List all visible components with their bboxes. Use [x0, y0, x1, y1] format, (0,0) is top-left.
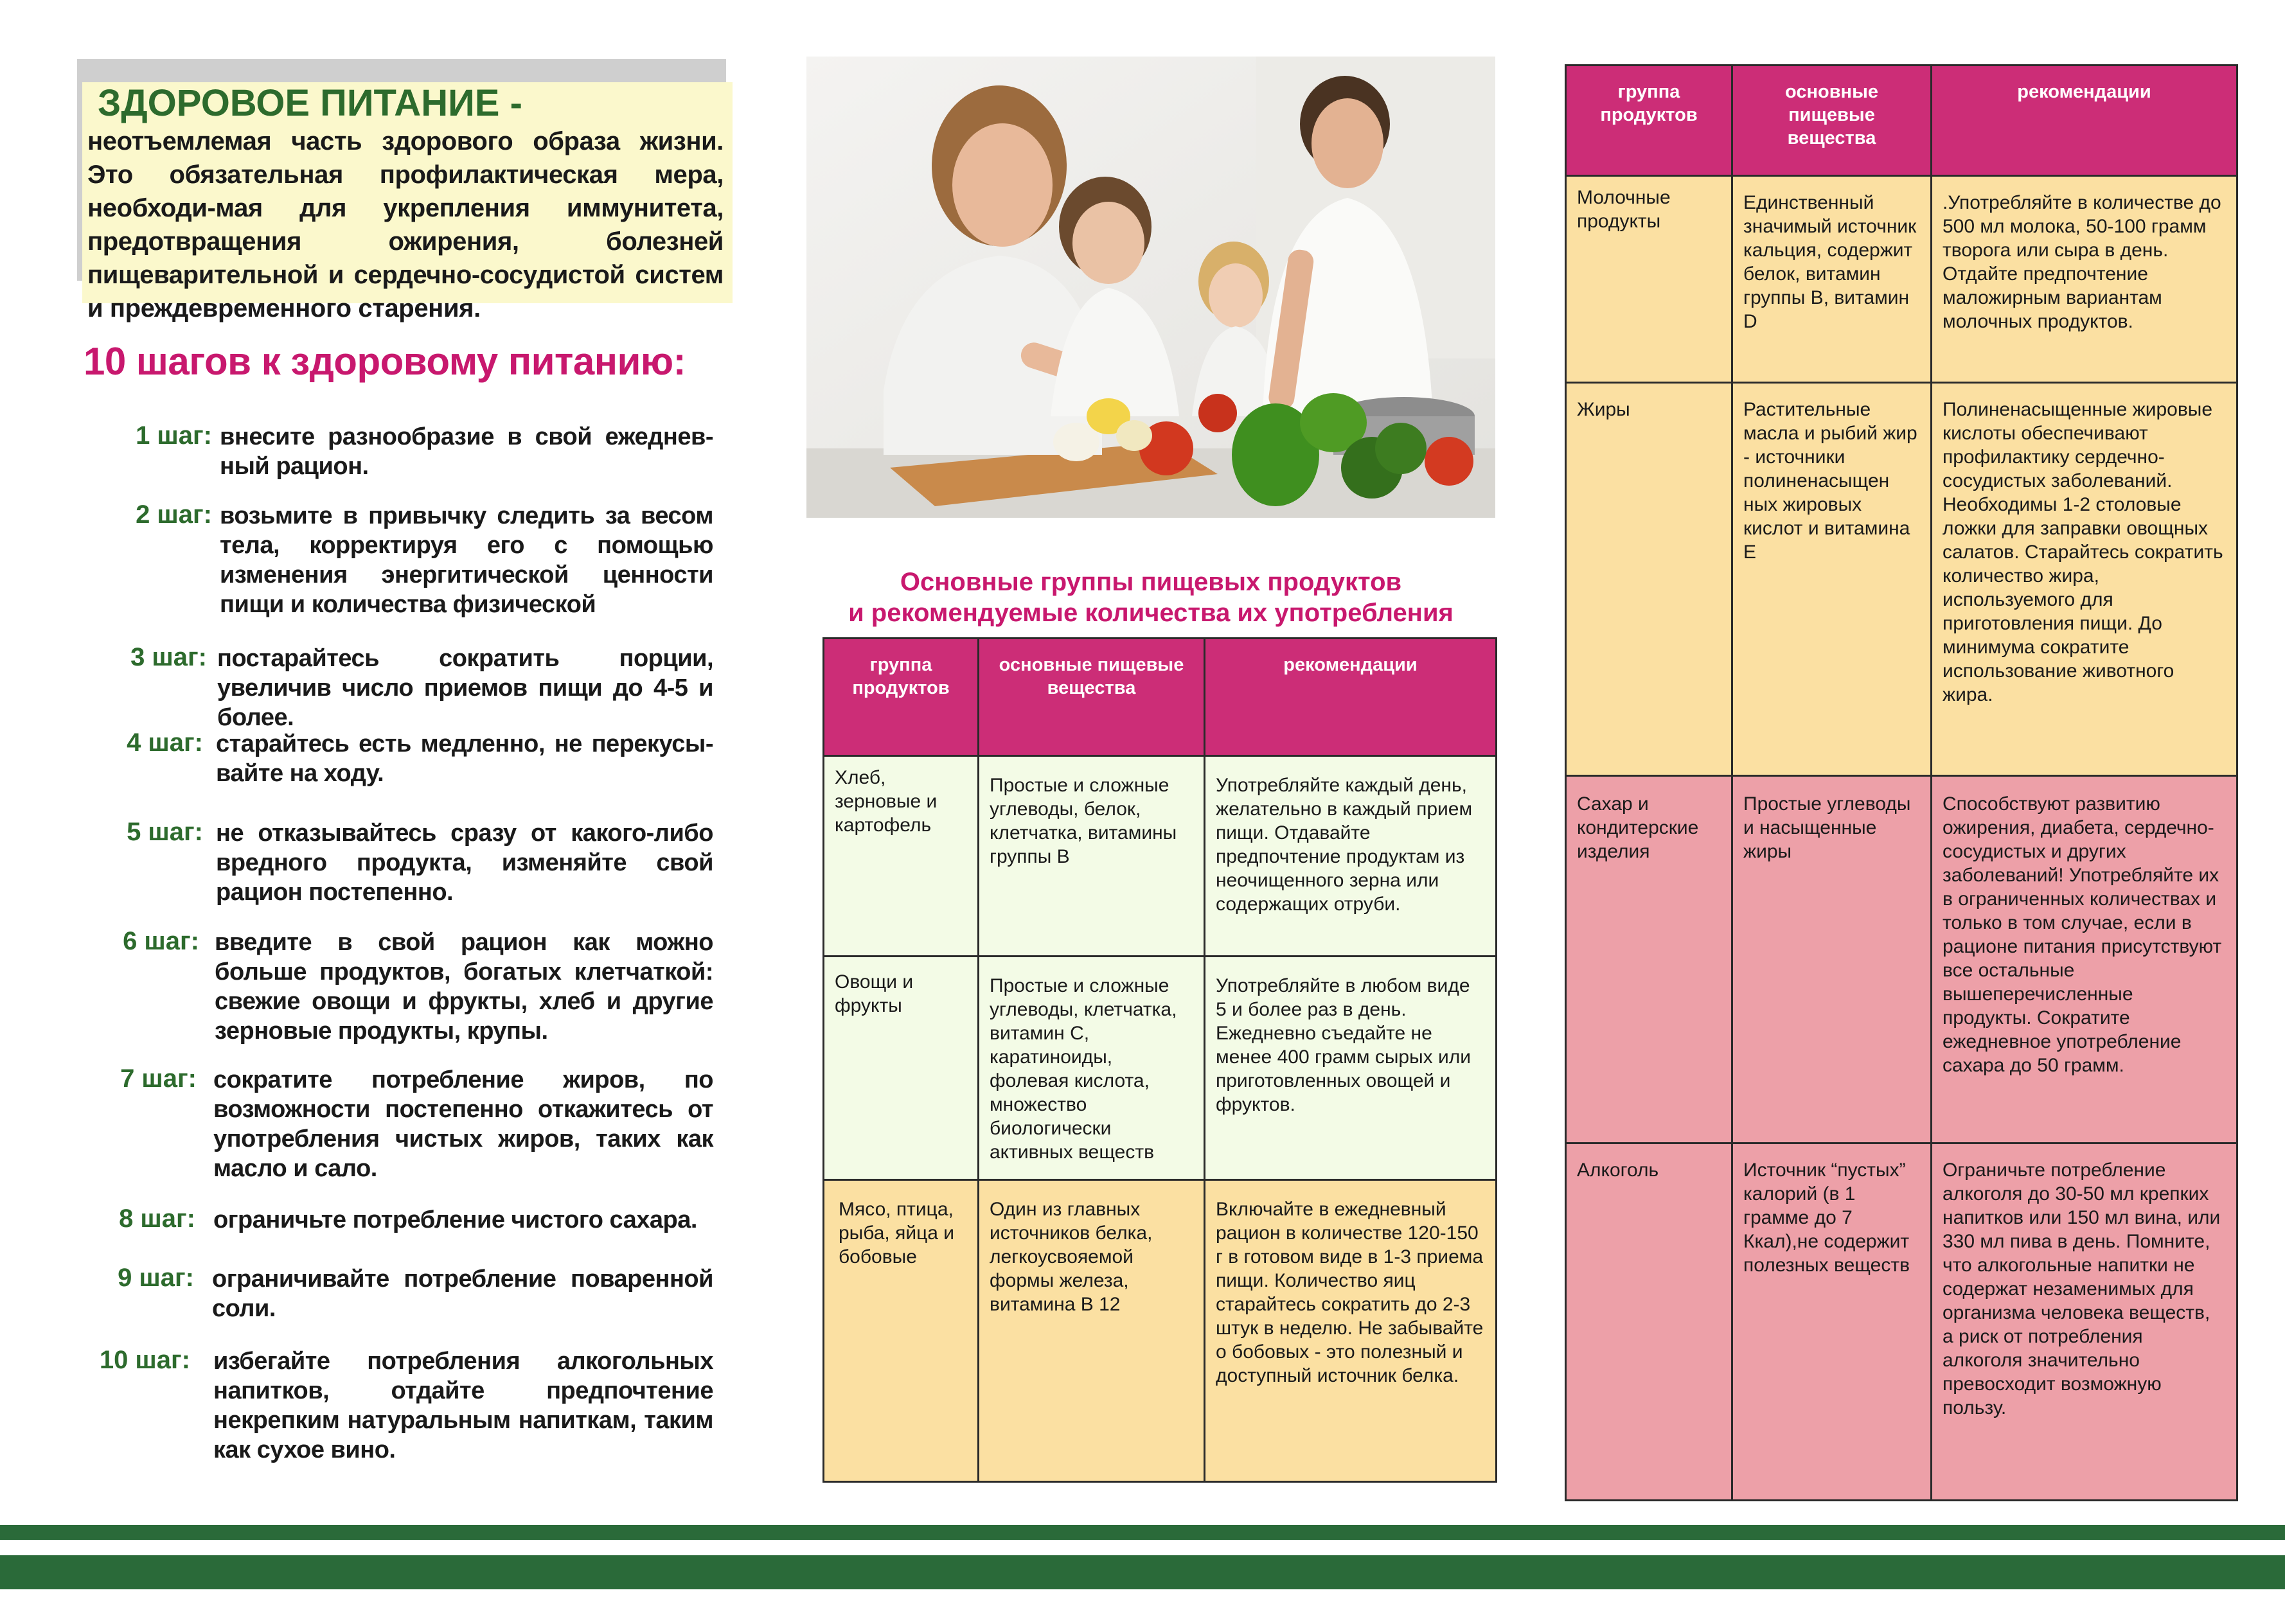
step-text: старайтесь есть медленно, не перекусы-вайте на ходу. [216, 730, 713, 787]
cell-nutrients: Единственный значимый источник кальция, содержит белок, витамин группы В, витамин D [1732, 176, 1932, 383]
table-title [806, 567, 1495, 628]
cell-nutrients: Источник “пустых” калорий (в 1 грамме до 7 Ккал),не содержит полезных веществ [1732, 1143, 1932, 1501]
step-label: 1 шаг: [136, 421, 212, 450]
cell-group: Сахар и кондитерские изделия [1566, 776, 1732, 1143]
cell-recommendations: Употребляйте каждый день, желательно в каждый прием пищи. Отдавайте предпочтение продуктам из неочищенного зерна или содержащих отруби. [1205, 756, 1497, 957]
table-row [824, 957, 1497, 1180]
intro-text: неотъемлемая часть здорового образа жизни. Это обязательная профилактическая мера, необходи-мая для укрепления иммунитета, предотвращения ожирения, болезней пищеварительной и сердечно-сосудистой систем и преждевременного старения. [87, 127, 724, 322]
steps-title: 10 шагов к здоровому питанию: [84, 340, 686, 383]
step-text: ограничивайте потребление поваренной соли. [212, 1266, 713, 1322]
step-label: 5 шаг: [127, 818, 203, 846]
cell-recommendations: Ограничьте потребление алкоголя до 30-50 мл крепких напитков или 150 мл вина, или 330 мл пива в день. Помните, что алкогольные напитки не содержат незаменимых для организма человека веществ, а риск от потребления алкоголя значительно превосходит возможную пользу. [1932, 1143, 2237, 1501]
cell-group: Алкоголь [1566, 1143, 1732, 1501]
cell-recommendations: .Употребляйте в количестве до 500 мл молока, 50-100 грамм творога или сыра в день. Отдайте предпочтение маложирным вариантам молочных продуктов. [1932, 176, 2237, 383]
table-title-line1: Основные группы пищевых продуктов [900, 568, 1402, 596]
step-text: сократите потребление жиров, по возможности постепенно откажитесь от употребления чистых жиров, таких как масло и сало. [213, 1066, 713, 1182]
cell-nutrients: Простые и сложные углеводы, клетчатка, витамин С, каратиноиды, фолевая кислота, множество биологически активных веществ [979, 957, 1205, 1180]
table-row [824, 1180, 1497, 1482]
header-nutrients: основные пищевые вещества [979, 639, 1205, 756]
step-text: возьмите в привычку следить за весом тела, корректируя его с помощью изменения энергитической ценности пищи и количества физической [220, 502, 713, 618]
table-row [824, 756, 1497, 957]
cell-recommendations: Способствуют развитию ожирения, диабета, сердечно-сосудистых и других заболеваний! Употребляйте их в ограниченных количествах и только в том случае, если в рационе питания присутствуют все остальные вышеперечисленные продукты. Сократите ежедневное употребление сахара до 50 грамм. [1932, 776, 2237, 1143]
step-label: 9 шаг: [118, 1264, 194, 1292]
cell-nutrients: Простые и сложные углеводы, белок, клетчатка, витамины группы В [979, 756, 1205, 957]
cell-group: Жиры [1566, 383, 1732, 776]
intro-title: ЗДОРОВОЕ ПИТАНИЕ - [98, 82, 522, 124]
step-text: введите в свой рацион как можно больше продуктов, богатых клетчаткой: свежие овощи и фрукты, хлеб и другие зерновые продукты, крупы. [215, 929, 713, 1045]
header-nutrients: основные пищевые вещества [1732, 66, 1932, 176]
table-row [1566, 1143, 2237, 1501]
table-title-line2: и рекомендуемые количества их употребления [848, 599, 1454, 627]
bottom-stripe-thick [0, 1555, 2285, 1589]
cell-nutrients: Простые углеводы и насыщенные жиры [1732, 776, 1932, 1143]
family-cooking-photo [806, 57, 1495, 518]
step-label: 4 шаг: [127, 728, 203, 757]
header-group: группа продуктов [1566, 66, 1732, 176]
bottom-stripe-thin [0, 1525, 2285, 1540]
food-table-1 [822, 637, 1497, 1483]
cell-recommendations: Полиненасыщенные жировые кислоты обеспечивают профилактику сердечно-сосудистых заболеваний. Необходимы 1-2 столовые ложки для заправки овощных салатов. Старайтесь сократить количество жира, используемого для приготовления пищи. До минимума сократите использование животного жира. [1932, 383, 2237, 776]
header-recommendations: рекомендации [1932, 66, 2237, 176]
step-text: внесите разнообразие в свой ежеднев-ный рацион. [220, 423, 713, 480]
food-table-2 [1565, 64, 2238, 1501]
cell-group: Мясо, птица, рыба, яйца и бобовые [824, 1180, 979, 1482]
step-label: 6 шаг: [123, 927, 199, 955]
cell-nutrients: Один из главных источников белка, легкоусвояемой формы железа, витамина В 12 [979, 1180, 1205, 1482]
intro-box [82, 82, 733, 322]
cell-group: Хлеб, зерновые и картофель [824, 756, 979, 957]
step-text: не отказывайтесь сразу от какого-либо вредного продукта, изменяйте свой рацион постепенно. [216, 820, 713, 906]
cell-recommendations: Включайте в ежедневный рацион в количестве 120-150 г в готовом виде в 1-3 приема пищи. Количество яиц старайтесь сократить до 2-3 штук в неделю. Не забывайте о бобовых - это полезный и доступный источник белка. [1205, 1180, 1497, 1482]
cell-group: Молочные продукты [1566, 176, 1732, 383]
header-group: группа продуктов [824, 639, 979, 756]
step-label: 8 шаг: [119, 1205, 195, 1233]
header-recommendations: рекомендации [1205, 639, 1497, 756]
step-label: 3 шаг: [130, 643, 207, 671]
cell-group: Овощи и фрукты [824, 957, 979, 1180]
step-text: ограничьте потребление чистого сахара. [213, 1206, 697, 1233]
table-row [1566, 176, 2237, 383]
table-row [1566, 383, 2237, 776]
step-text: избегайте потребления алкогольных напитков, отдайте предпочтение некрепким натуральным напиткам, таким как сухое вино. [213, 1348, 713, 1463]
step-label: 2 шаг: [136, 500, 212, 529]
cell-nutrients: Растительные масла и рыбий жир - источники полиненасыщен ных жировых кислот и витамина Е [1732, 383, 1932, 776]
table-row [1566, 776, 2237, 1143]
step-label: 10 шаг: [99, 1346, 190, 1374]
cell-recommendations: Употребляйте в любом виде 5 и более раз в день. Ежедневно съедайте не менее 400 грамм сырых или приготовленных овощей и фруктов. [1205, 957, 1497, 1180]
step-text: постарайтесь сократить порции, увеличив число приемов пищи до 4-5 и более. [217, 645, 713, 731]
step-label: 7 шаг: [120, 1064, 197, 1093]
